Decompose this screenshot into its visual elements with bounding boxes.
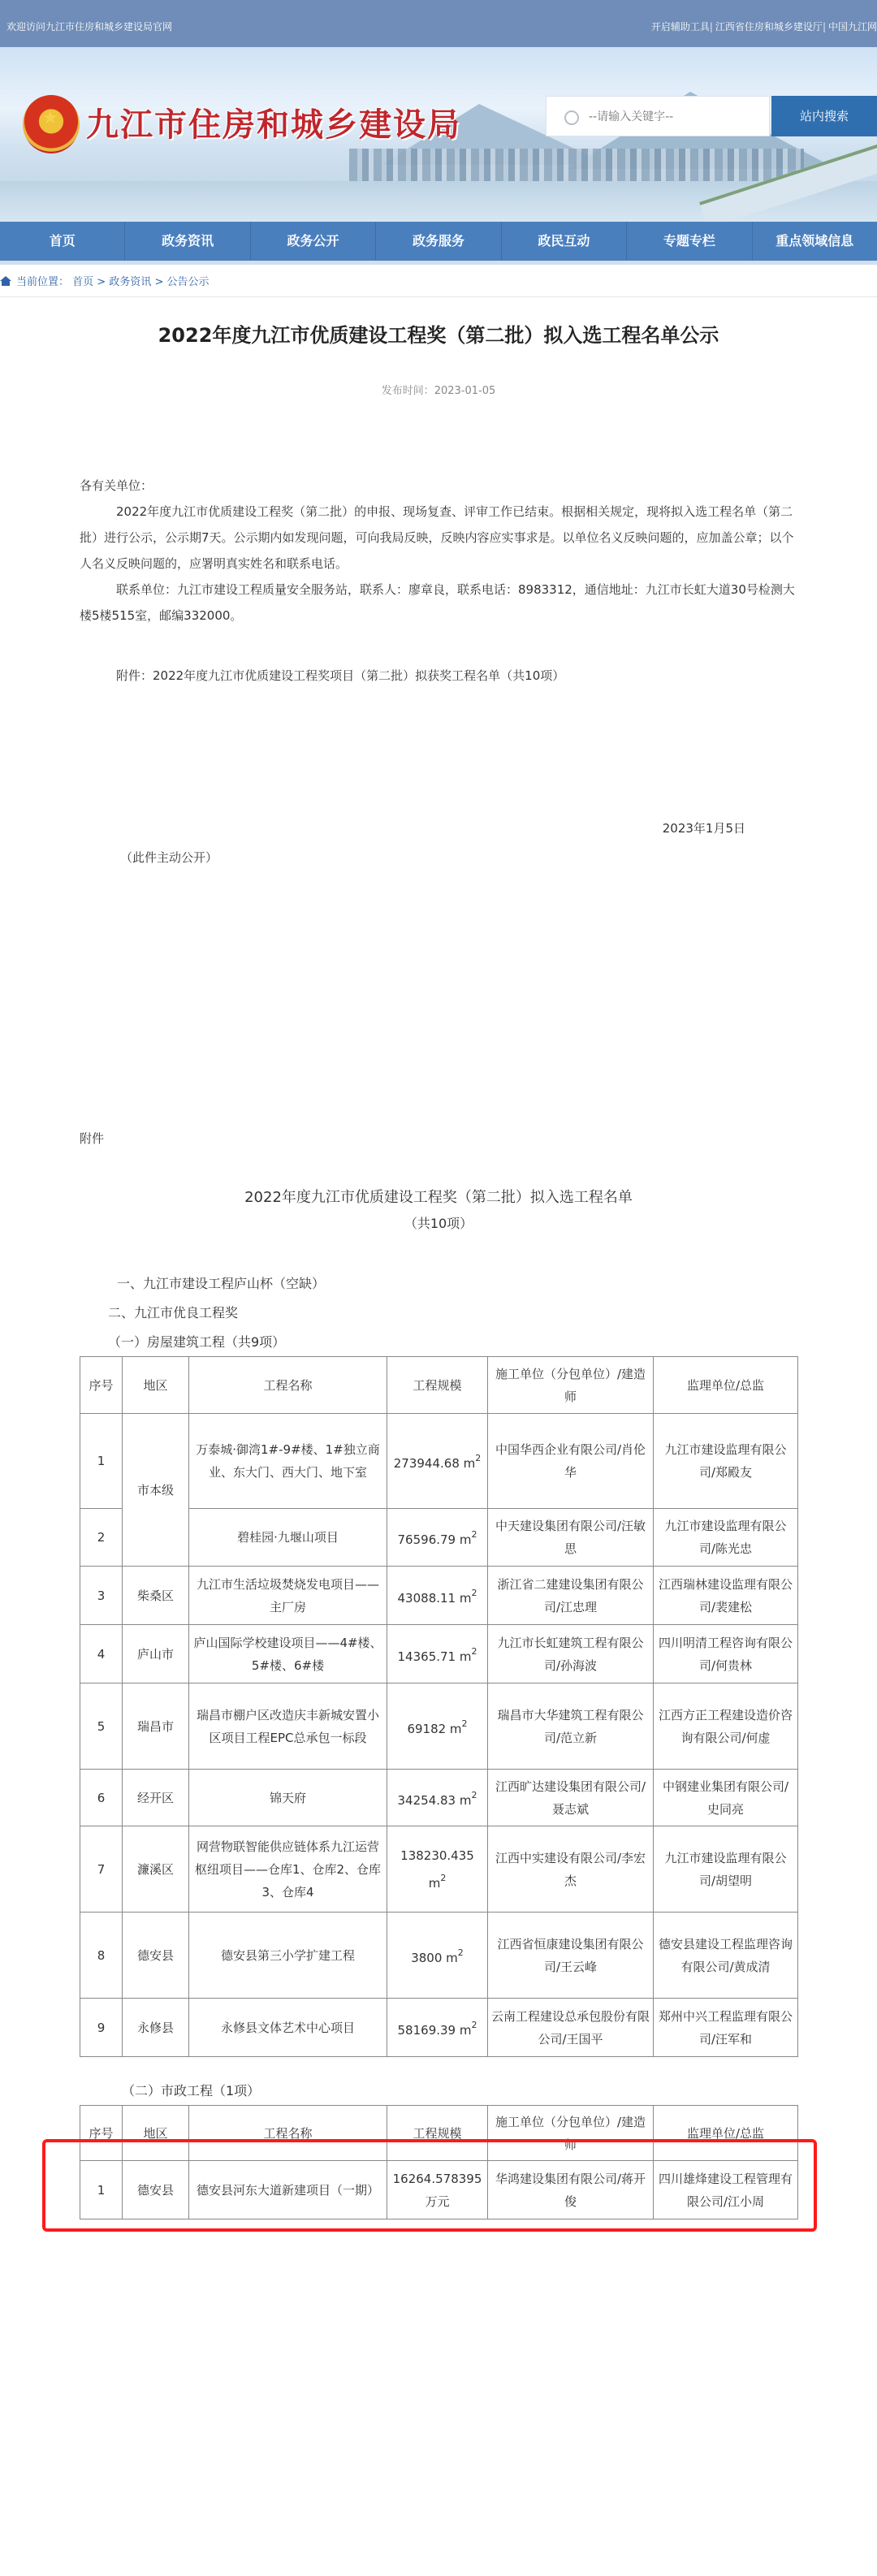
cell-supervisor: 德安县建设工程监理咨询有限公司/黄成清	[654, 1913, 798, 1999]
cell-no: 1	[80, 1414, 123, 1509]
section-1: 一、九江市建设工程庐山杯（空缺）	[117, 1276, 326, 1291]
cell-no: 8	[80, 1913, 123, 1999]
table-row	[80, 2161, 798, 2219]
cell-area: 市本级	[123, 1414, 189, 1567]
cell-name: 永修县文体艺术中心项目	[189, 1999, 387, 2057]
cell-builder: 华鸿建设集团有限公司/蒋开俊	[488, 2161, 654, 2219]
top-links: 开启辅助工具| 江西省住房和城乡建设厅| 中国九江网	[650, 21, 877, 32]
table-header: 监理单位/总监	[654, 1357, 798, 1414]
cell-scale: 14365.71 $m^2$	[387, 1625, 488, 1683]
cell-name: 万泰城·御湾1#-9#楼、1#独立商业、东大门、西大门、地下室	[189, 1414, 387, 1509]
cell-name: 网营物联智能供应链体系九江运营枢纽项目——仓库1、仓库2、仓库3、仓库4	[189, 1826, 387, 1913]
table-header: 监理单位/总监	[654, 2106, 798, 2161]
table-header: 地区	[123, 2106, 189, 2161]
cell-scale: 138230.435 $m^2$	[387, 1826, 488, 1913]
cell-area: 永修县	[123, 1999, 189, 2057]
cell-scale: 58169.39 $m^2$	[387, 1999, 488, 2057]
cell-scale: 34254.83 $m^2$	[387, 1770, 488, 1826]
article-title: 2022年度九江市优质建设工程奖（第二批）拟入选工程名单公示	[158, 324, 719, 347]
cell-builder: 中国华西企业有限公司/肖伦华	[488, 1414, 654, 1509]
breadcrumb-notices[interactable]: 公告公示	[166, 276, 210, 288]
cell-scale: 273944.68 $m^2$	[387, 1414, 488, 1509]
attachment-label: 附件	[80, 1131, 105, 1146]
cell-area: 庐山市	[123, 1625, 189, 1683]
table-header-row	[80, 1357, 798, 1414]
main-nav	[0, 222, 877, 261]
nav-item-open-government[interactable]: 政务公开	[251, 222, 376, 261]
cell-scale: 76596.79 $m^2$	[387, 1509, 488, 1567]
cell-builder: 中天建设集团有限公司/汪敏思	[488, 1509, 654, 1567]
table-row	[80, 1999, 798, 2057]
cell-no: 5	[80, 1683, 123, 1770]
cell-area: 柴桑区	[123, 1567, 189, 1625]
cell-name: 德安县第三小学扩建工程	[189, 1913, 387, 1999]
welcome-text: 欢迎访问九江市住房和城乡建设局官网	[6, 21, 173, 32]
search-input[interactable]	[589, 108, 759, 126]
cell-builder: 九江市长虹建筑工程有限公司/孙海波	[488, 1625, 654, 1683]
cell-scale: 3800 $m^2$	[387, 1913, 488, 1999]
nav-divider	[0, 261, 877, 265]
banner-cityscape	[349, 149, 804, 185]
nav-item-home[interactable]: 首页	[0, 222, 125, 261]
table-header: 序号	[80, 1357, 123, 1414]
nav-item-news[interactable]: 政务资讯	[125, 222, 250, 261]
table-row	[80, 1913, 798, 1999]
signature-date: 2023年1月5日	[662, 821, 745, 836]
table-header: 施工单位（分包单位）/建造师	[488, 2106, 654, 2161]
table-row	[80, 1414, 798, 1509]
cell-name: 锦天府	[189, 1770, 387, 1826]
search-icon	[564, 110, 579, 125]
cell-area: 濂溪区	[123, 1826, 189, 1913]
salutation: 各有关单位：	[80, 478, 153, 493]
cell-no: 2	[80, 1509, 123, 1567]
cell-area: 德安县	[123, 1913, 189, 1999]
cell-scale: 16264.578395万元	[387, 2161, 488, 2219]
table-header: 工程规模	[387, 1357, 488, 1414]
cell-no: 9	[80, 1999, 123, 2057]
table-header: 序号	[80, 2106, 123, 2161]
nav-item-interaction[interactable]: 政民互动	[502, 222, 627, 261]
breadcrumb-label: 当前位置	[16, 276, 59, 288]
breadcrumb-home[interactable]: 首页	[72, 276, 94, 288]
cell-area: 瑞昌市	[123, 1683, 189, 1770]
cell-builder: 江西旷达建设集团有限公司/聂志斌	[488, 1770, 654, 1826]
cell-area: 经开区	[123, 1770, 189, 1826]
cell-supervisor: 江西方正工程建设造价咨询有限公司/何虚	[654, 1683, 798, 1770]
municipal-projects-table	[80, 2105, 798, 2219]
table-header: 施工单位（分包单位）/建造师	[488, 1357, 654, 1414]
cell-no: 6	[80, 1770, 123, 1826]
table-row	[80, 1770, 798, 1826]
cell-builder: 江西省恒康建设集团有限公司/王云峰	[488, 1913, 654, 1999]
section-3: （一）房屋建筑工程（共9项）	[108, 1334, 286, 1350]
cell-area: 德安县	[123, 2161, 189, 2219]
document-title: 2022年度九江市优质建设工程奖（第二批）拟入选工程名单	[244, 1189, 633, 1206]
cell-supervisor: 四川雄烽建设工程管理有限公司/江小周	[654, 2161, 798, 2219]
search-box	[546, 96, 770, 136]
cell-supervisor: 九江市建设监理有限公司/陈光忠	[654, 1509, 798, 1567]
top-bar	[0, 0, 877, 47]
national-emblem-icon: ★	[23, 95, 80, 153]
cell-supervisor: 九江市建设监理有限公司/胡望明	[654, 1826, 798, 1913]
cell-name: 庐山国际学校建设项目——4#楼、5#楼、6#楼	[189, 1625, 387, 1683]
cell-name: 瑞昌市棚户区改造庆丰新城安置小区项目工程EPC总承包一标段	[189, 1683, 387, 1770]
table-header: 工程名称	[189, 2106, 387, 2161]
jiangxi-housing-dept-link[interactable]: 江西省住房和城乡建设厅	[715, 21, 823, 32]
table-header: 地区	[123, 1357, 189, 1414]
divider	[0, 296, 877, 297]
cell-no: 7	[80, 1826, 123, 1913]
home-icon	[0, 276, 11, 286]
nav-item-key-areas[interactable]: 重点领域信息	[775, 233, 854, 249]
body-paragraph-1: 2022年度九江市优质建设工程奖（第二批）的申报、现场复查、评审工作已结束。根据相关规定，现将拟入选工程名单（第二批）进行公示，公示期7天。公示期内如发现问题，可向我局反映，反映内容应实事求是。以单位名义反映问题的，应加盖公章；以个人名义反映问题的，应署明真实姓名和联系电话。	[80, 504, 794, 571]
search-button[interactable]: 站内搜索	[771, 96, 877, 136]
cell-scale: 69182 $m^2$	[387, 1683, 488, 1770]
nav-item-topics[interactable]: 专题专栏	[627, 222, 752, 261]
cell-builder: 瑞昌市大华建筑工程有限公司/范立新	[488, 1683, 654, 1770]
publish-date: 发布时间：2023-01-05	[381, 385, 496, 397]
table-header: 工程规模	[387, 2106, 488, 2161]
table-row	[80, 1625, 798, 1683]
cell-supervisor: 中钢建业集团有限公司/史同亮	[654, 1770, 798, 1826]
cell-name: 碧桂园·九堰山项目	[189, 1509, 387, 1567]
accessibility-tools-link[interactable]: 开启辅助工具	[650, 21, 710, 32]
cell-name: 九江市生活垃圾焚烧发电项目——主厂房	[189, 1567, 387, 1625]
table-header: 工程名称	[189, 1357, 387, 1414]
cell-builder: 江西中实建设有限公司/李宏杰	[488, 1826, 654, 1913]
cell-no: 3	[80, 1567, 123, 1625]
cell-no: 1	[80, 2161, 123, 2219]
cell-supervisor: 江西瑞林建设监理有限公司/裴建松	[654, 1567, 798, 1625]
cell-supervisor: 九江市建设监理有限公司/郑殿友	[654, 1414, 798, 1509]
table-header-row	[80, 2106, 798, 2161]
breadcrumb: 当前位置： 首页 > 政务资讯 > 公告公示	[0, 273, 210, 288]
section-4: （二）市政工程（1项）	[122, 2083, 261, 2098]
nav-item-services[interactable]: 政务服务	[376, 222, 501, 261]
cell-builder: 云南工程建设总承包股份有限公司/王国平	[488, 1999, 654, 2057]
breadcrumb-news[interactable]: 政务资讯	[109, 276, 152, 288]
china-jiujiang-link[interactable]: 中国九江网	[827, 21, 877, 32]
cell-supervisor: 郑州中兴工程监理有限公司/汪军和	[654, 1999, 798, 2057]
cell-scale: 43088.11 $m^2$	[387, 1567, 488, 1625]
public-note: （此件主动公开）	[120, 850, 218, 865]
section-2: 二、九江市优良工程奖	[108, 1305, 239, 1320]
cell-builder: 浙江省二建建设集团有限公司/江忠理	[488, 1567, 654, 1625]
table-row	[80, 1826, 798, 1913]
table-row	[80, 1567, 798, 1625]
site-title: 九江市住房和城乡建设局	[86, 106, 461, 144]
cell-name: 德安县河东大道新建项目（一期）	[189, 2161, 387, 2219]
body-paragraph-2: 联系单位：九江市建设工程质量安全服务站，联系人：廖章良，联系电话：8983312，通信地址：九江市长虹大道30号检测大楼5楼515室，邮编332000。	[80, 582, 795, 623]
cell-supervisor: 四川明清工程咨询有限公司/何贵林	[654, 1625, 798, 1683]
attachment-link[interactable]: 附件：2022年度九江市优质建设工程奖项目（第二批）拟获奖工程名单（共10项）	[116, 668, 565, 683]
table-row	[80, 1683, 798, 1770]
building-projects-table	[80, 1356, 798, 2057]
document-subtitle: （共10项）	[404, 1216, 473, 1231]
cell-no: 4	[80, 1625, 123, 1683]
